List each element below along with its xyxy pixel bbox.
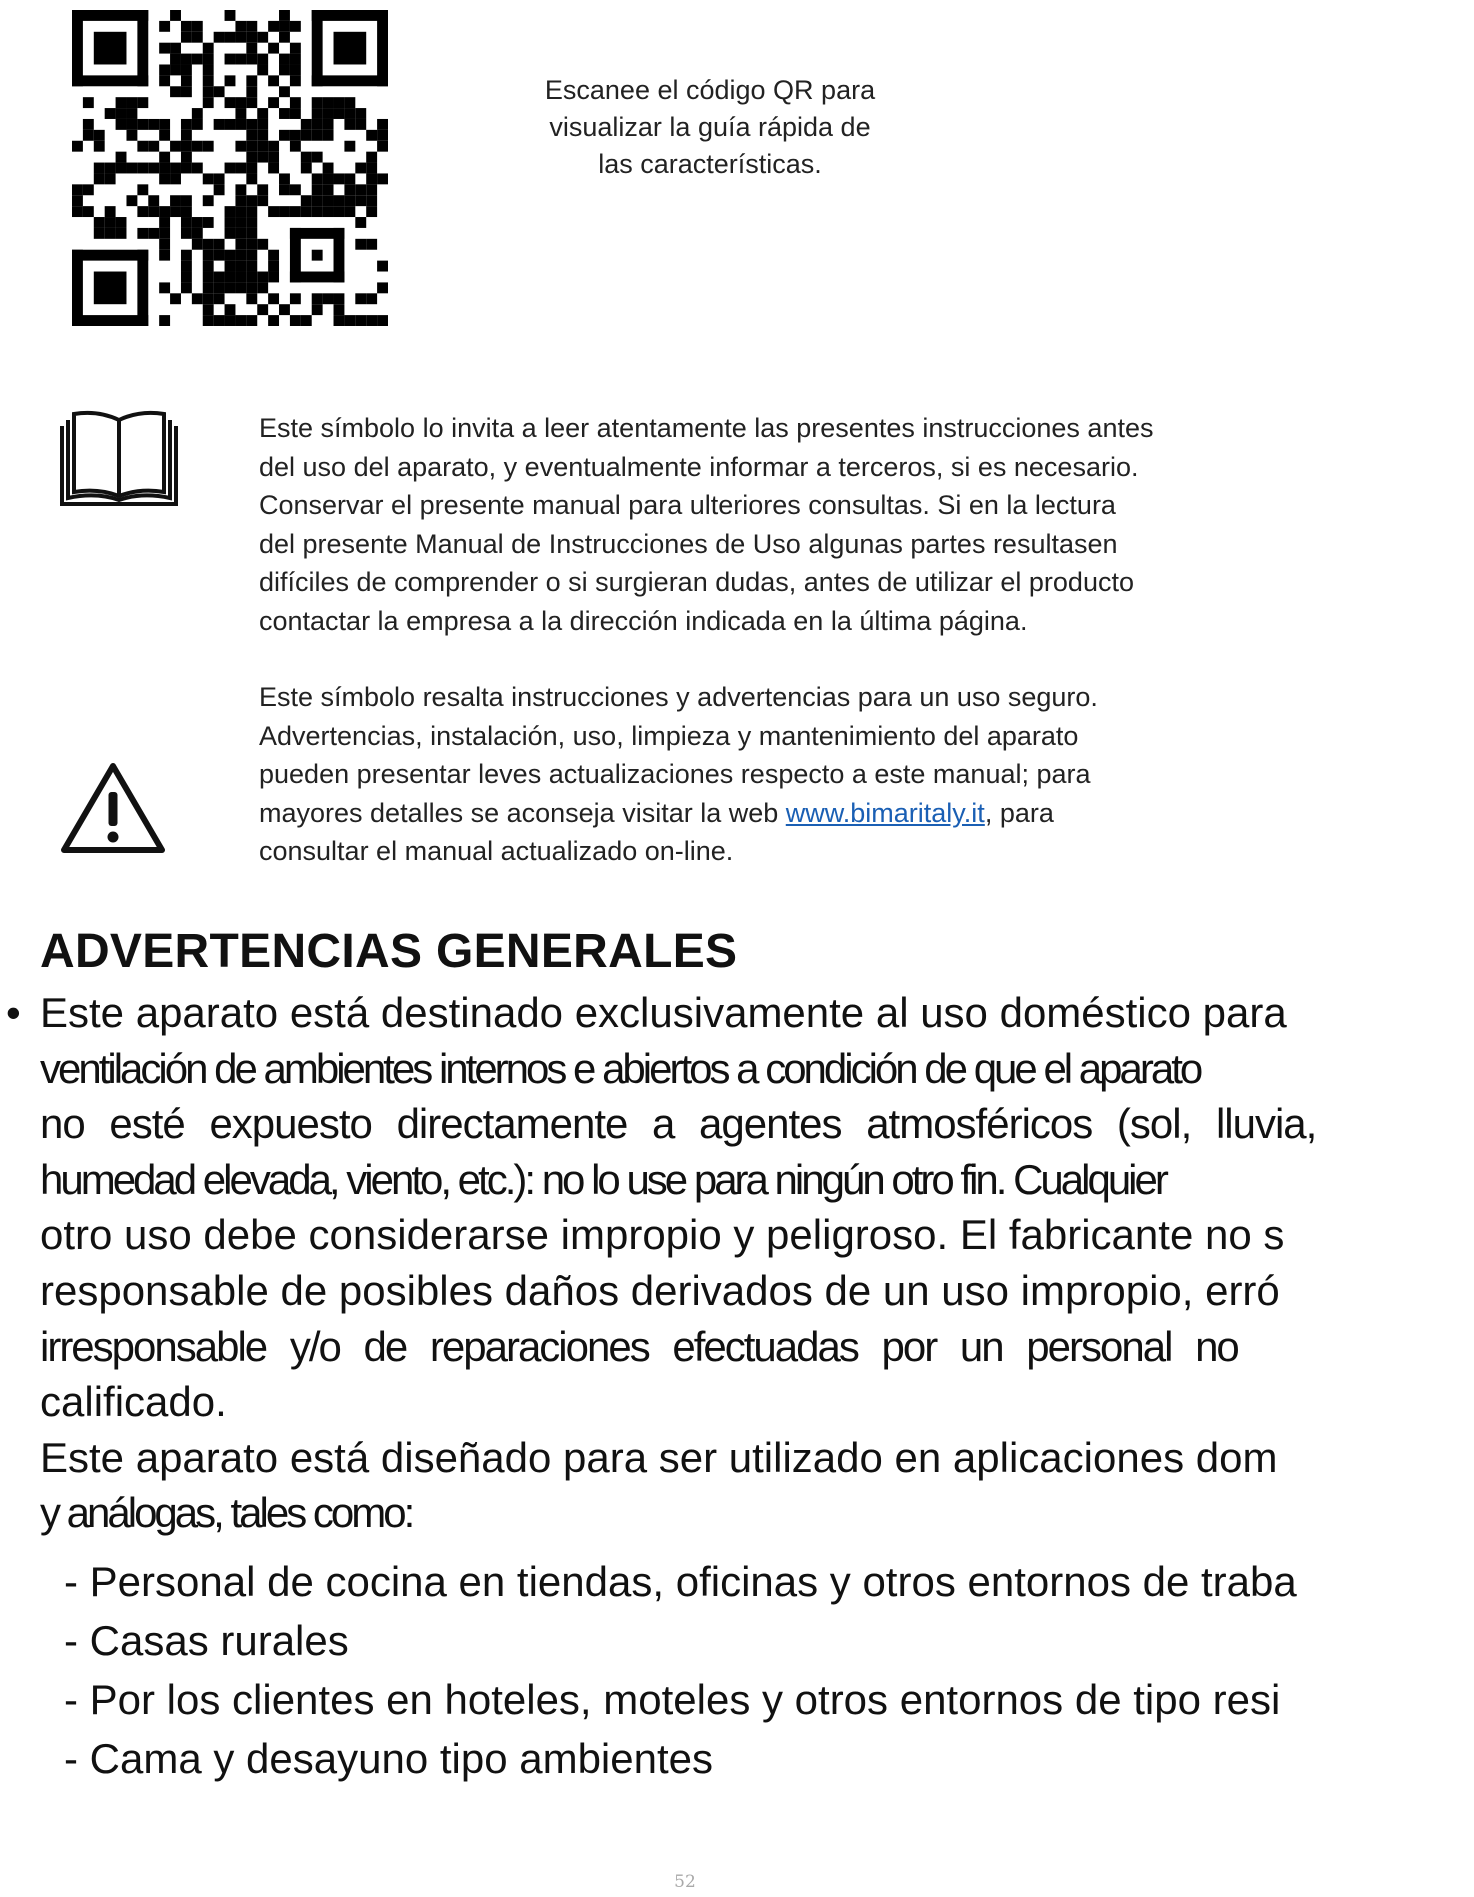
qr-caption-line: Escanee el código QR para visualizar la guía rápida de <box>544 75 876 142</box>
qr-caption <box>515 72 905 183</box>
qr-code <box>72 10 388 326</box>
website-link[interactable]: www.bimaritaly.it <box>785 797 985 828</box>
warning-line: otro uso debe considerarse impropio y peligroso. El fabricante no s <box>40 1211 1285 1259</box>
bullet-point: • <box>6 989 21 1036</box>
manual-notice-line: del presente Manual de Instrucciones de Uso algunas partes resultasen <box>259 528 1118 559</box>
manual-notice-line: contactar la empresa a la dirección indicada en la última página. <box>259 605 1028 636</box>
safety-notice-line: Advertencias, instalación, uso, limpieza y mantenimiento del aparato <box>259 720 1079 751</box>
list-item: - Personal de cocina en tiendas, oficinas y otros entornos de traba <box>64 1558 1297 1605</box>
warning-triangle-icon <box>58 758 168 858</box>
safety-notice-line <box>259 794 1098 833</box>
warning-line: responsable de posibles daños derivados de un uso impropio, erró <box>40 1266 1280 1314</box>
page-number: 52 <box>674 1872 696 1892</box>
list-item: - Cama y desayuno tipo ambientes <box>64 1735 714 1782</box>
warning-line: ventilación de ambientes internos e abiertos a condición de que el aparato <box>40 1044 1201 1092</box>
safety-notice-text: , para <box>984 797 1054 828</box>
section-heading: ADVERTENCIAS GENERALES <box>40 925 738 978</box>
usage-list <box>64 1552 1474 1788</box>
warning-line: Este aparato está diseñado para ser utilizado en aplicaciones dom <box>40 1433 1278 1481</box>
manual-notice-line: Este símbolo lo invita a leer atentamente las presentes instrucciones antes <box>259 413 1154 443</box>
warning-line: calificado. <box>40 1378 227 1426</box>
safety-notice-text: mayores detalles se aconseja visitar la web <box>259 797 786 828</box>
manual-notice <box>259 409 1153 641</box>
safety-notice-line: consultar el manual actualizado on-line. <box>259 836 734 867</box>
list-item: - Por los clientes en hoteles, moteles y otros entornos de tipo resi <box>64 1676 1281 1723</box>
safety-notice <box>259 678 1098 871</box>
qr-caption-line: las características. <box>598 149 822 179</box>
manual-notice-line: del uso del aparato, y eventualmente informar a terceros, si es necesario. <box>259 451 1139 482</box>
open-book-icon <box>56 408 182 510</box>
manual-notice-line: Conservar el presente manual para ulteriores consultas. Si en la lectura <box>259 490 1116 521</box>
manual-notice-line: difíciles de comprender o si surgieran dudas, antes de utilizar el producto <box>259 567 1134 598</box>
safety-notice-line: Este símbolo resalta instrucciones y advertencias para un uso seguro. <box>259 682 1098 712</box>
warning-text: Este aparato está destinado exclusivamente al uso doméstico para <box>40 989 1287 1036</box>
warning-line <box>40 985 1474 1041</box>
warning-line: no esté expuesto directamente a agentes atmosféricos (sol, lluvia, <box>40 1100 1317 1148</box>
warning-line: y análogas, tales como: <box>40 1489 413 1537</box>
safety-notice-line: pueden presentar leves actualizaciones respecto a este manual; para <box>259 759 1091 790</box>
general-warnings-text <box>40 985 1474 1541</box>
warning-line: irresponsable y/o de reparaciones efectuadas por un personal no <box>40 1322 1238 1370</box>
list-item: - Casas rurales <box>64 1617 349 1664</box>
warning-line: humedad elevada, viento, etc.): no lo use para ningún otro fin. Cualquier <box>40 1155 1166 1203</box>
